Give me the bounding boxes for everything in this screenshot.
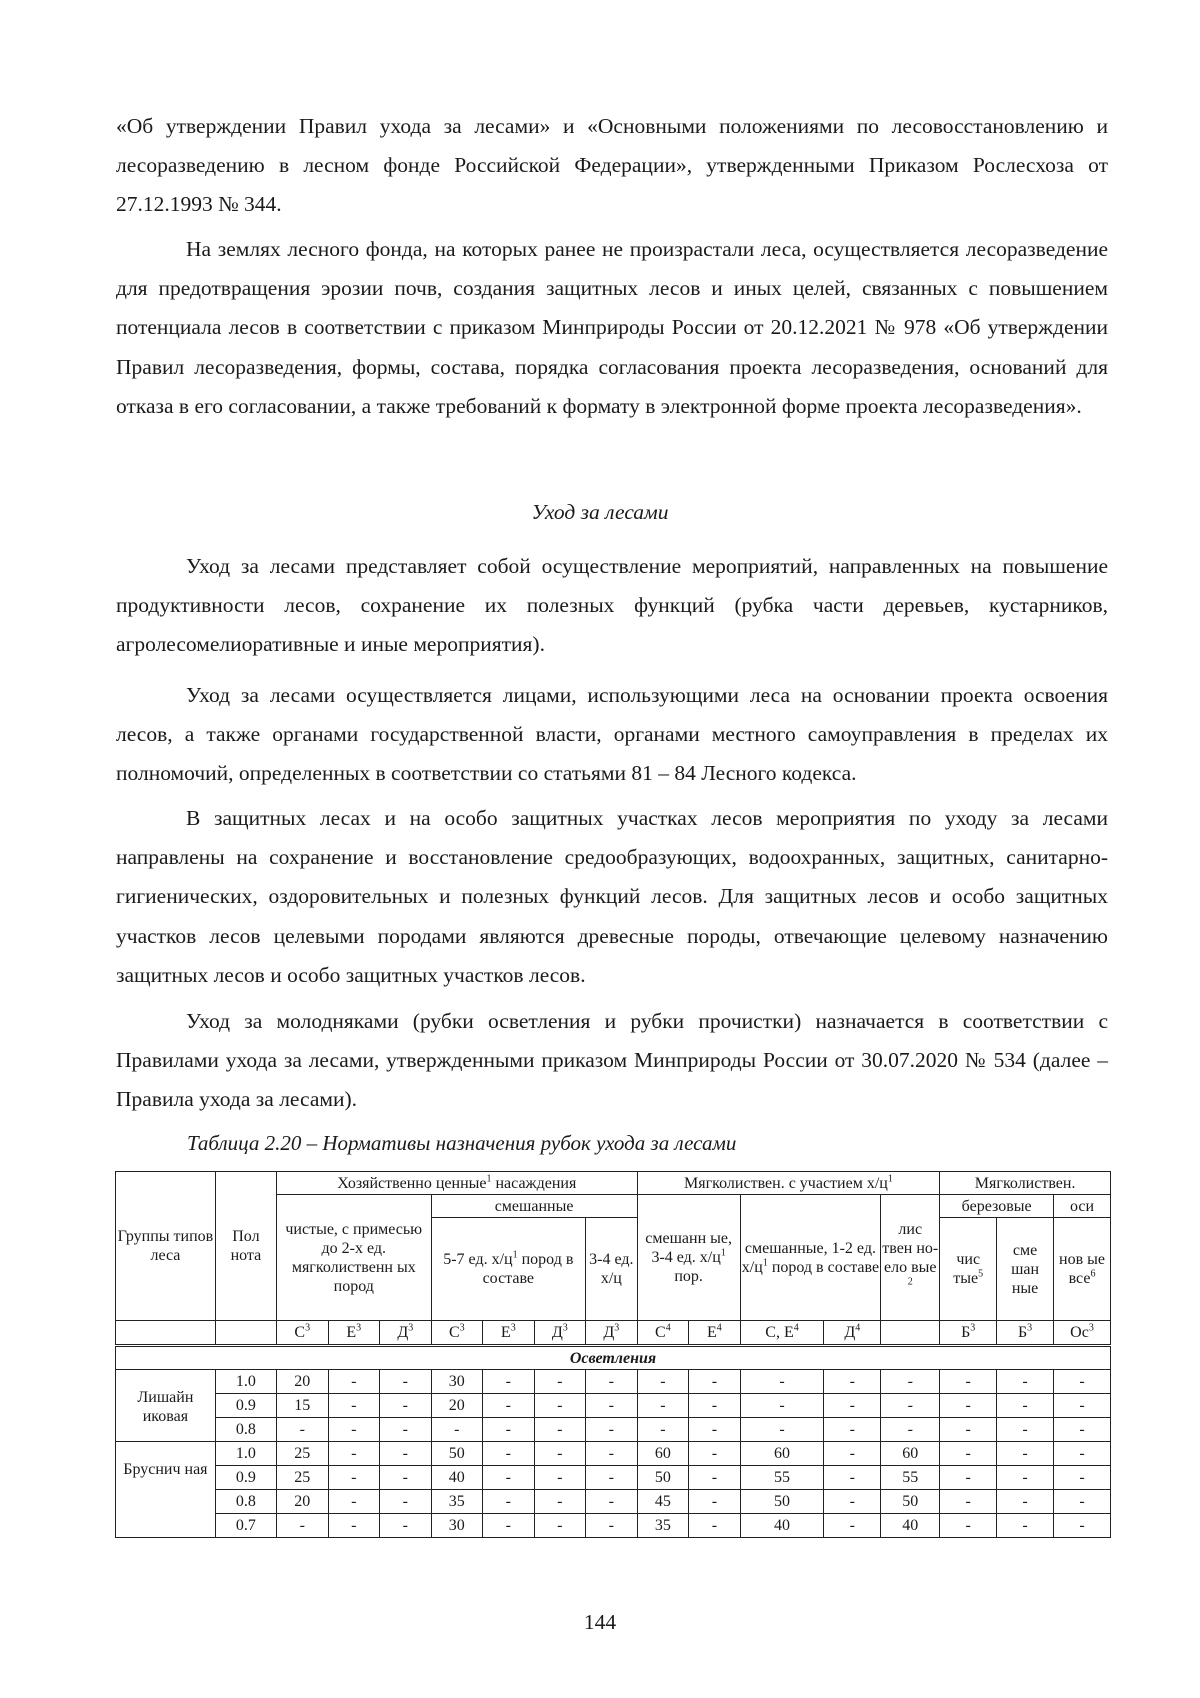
species-code-cell [534, 1321, 586, 1346]
density-cell: 0.9 [215, 1394, 276, 1418]
table-row [116, 1442, 1111, 1466]
value-cell: - [689, 1466, 741, 1490]
value-cell: 45 [637, 1490, 689, 1514]
species-code-label: С [655, 1324, 666, 1341]
header-soft-mixed-12 [740, 1195, 881, 1321]
value-cell: - [940, 1490, 997, 1514]
value-cell: - [328, 1490, 380, 1514]
species-code-sup: 3 [1088, 1322, 1094, 1334]
header-soft-mixed-34-b: пор. [674, 1268, 703, 1285]
species-code-cell [940, 1321, 997, 1346]
species-code-sup: 3 [562, 1322, 568, 1334]
value-cell: - [483, 1514, 535, 1538]
density-cell: 0.7 [215, 1514, 276, 1538]
value-cell: 35 [637, 1514, 689, 1538]
value-cell: - [881, 1394, 940, 1418]
value-cell: - [534, 1370, 586, 1394]
species-code-cell [483, 1321, 535, 1346]
header-deciduous-text: лис твен но- ело вые [882, 1220, 939, 1276]
species-code-sup: 4 [855, 1322, 861, 1334]
paragraph-1-text: «Об утверждении Правил ухода за лесами» и «Основными положениями по лесовосстановлению и лесоразведению в лесном фонде Российской Федерации», утвержденными Приказом Рослесхоза от 27.12.1993 № 344. [116, 114, 1108, 217]
header-soft-with [637, 1172, 940, 1195]
value-cell: - [328, 1370, 380, 1394]
species-code-label: Д [603, 1324, 615, 1341]
value-cell: - [997, 1370, 1054, 1394]
value-cell: - [534, 1466, 586, 1490]
species-code-sup: 3 [970, 1322, 976, 1334]
value-cell: - [483, 1442, 535, 1466]
value-cell: - [740, 1418, 824, 1442]
species-code-sup: 3 [408, 1322, 414, 1334]
value-cell: - [824, 1466, 881, 1490]
value-cell: - [997, 1394, 1054, 1418]
table-row [116, 1514, 1111, 1538]
species-code-sup: 4 [793, 1322, 799, 1334]
forest-type-cell: Лишайн иковая [116, 1370, 216, 1442]
species-code-label: Е [500, 1324, 511, 1341]
value-cell: - [1054, 1370, 1111, 1394]
value-cell: 40 [431, 1466, 483, 1490]
header-group-types: Группы типов леса [116, 1172, 216, 1321]
paragraph-2-text: На землях лесного фонда, на которых ранее не произрастали леса, осуществляется лесоразведение для предотвращения эрозии почв, создания защитных лесов и иных целей, связанных с повышением потенциала лесов в соответствии с приказом Минприроды России от 20.12.2021 № 978 «Об утверждении Правил лесоразведения, формы, состава, порядка согласования проекта лесоразведения, оснований для отказа в его согласовании, а также требований к формату в электронной форме проекта лесоразведения». [116, 237, 1108, 418]
value-cell: - [1054, 1466, 1111, 1490]
table-row [116, 1418, 1111, 1442]
value-cell: - [997, 1466, 1054, 1490]
species-code-cell [740, 1321, 824, 1346]
paragraph-3 [116, 547, 1108, 665]
value-cell: 50 [881, 1490, 940, 1514]
paragraph-4 [116, 676, 1108, 794]
value-cell: - [328, 1466, 380, 1490]
species-code-sup: 3 [305, 1322, 311, 1334]
value-cell: - [637, 1418, 689, 1442]
value-cell: - [380, 1370, 432, 1394]
value-cell: - [1054, 1394, 1111, 1418]
species-codes-row [116, 1321, 1111, 1346]
paragraph-6-text: Уход за молодняками (рубки осветления и рубки прочистки) назначается в соответствии с Правилами ухода за лесами, утвержденными приказом Минприроды России от 30.07.2020 № 534 (далее – Правила ухода за лесами). [116, 1009, 1108, 1112]
value-cell: - [534, 1514, 586, 1538]
value-cell: - [586, 1514, 638, 1538]
paragraph-6 [116, 1002, 1108, 1120]
table-row [116, 1394, 1111, 1418]
value-cell: - [940, 1370, 997, 1394]
value-cell: - [824, 1490, 881, 1514]
value-cell: 30 [431, 1370, 483, 1394]
density-cell: 1.0 [215, 1442, 276, 1466]
value-cell: - [483, 1490, 535, 1514]
value-cell: - [328, 1418, 380, 1442]
paragraph-4-text: Уход за лесами осуществляется лицами, использующими леса на основании проекта освоения лесов, а также органами государственной власти, органами местного самоуправления в пределах их полномочий, определенных в соответствии со статьями 81 – 84 Лесного кодекса. [116, 683, 1108, 786]
header-soft-with-text: Мягколиствен. с участием х/ц [684, 1174, 888, 1192]
header-valuable [276, 1172, 637, 1195]
value-cell: - [940, 1394, 997, 1418]
forest-type-cell: Бруснич ная [116, 1442, 216, 1538]
value-cell: - [380, 1490, 432, 1514]
species-code-cell [431, 1321, 483, 1346]
value-cell: - [997, 1490, 1054, 1514]
header-soft: Мягколиствен. [940, 1172, 1111, 1195]
value-cell: - [1054, 1442, 1111, 1466]
paragraph-2 [116, 230, 1108, 426]
value-cell: 60 [637, 1442, 689, 1466]
density-cell: 0.8 [215, 1418, 276, 1442]
header-soft-with-sup: 1 [887, 1173, 893, 1185]
species-code-label: Е [706, 1324, 717, 1341]
species-code-label: Е [346, 1324, 357, 1341]
header-mixed-57 [431, 1218, 586, 1321]
header-mixed-57-a: 5-7 ед. х/ц [443, 1251, 513, 1268]
value-cell: - [328, 1442, 380, 1466]
density-cell: 0.9 [215, 1466, 276, 1490]
species-code-cell [637, 1321, 689, 1346]
species-code-cell [881, 1321, 940, 1346]
page-number: 144 [583, 1610, 617, 1634]
value-cell: 50 [740, 1490, 824, 1514]
section-title: Осветления [116, 1346, 1111, 1370]
species-code-cell [276, 1321, 328, 1346]
species-code-label: Д [844, 1324, 856, 1341]
header-mixed: смешанные [431, 1195, 637, 1218]
value-cell: - [824, 1370, 881, 1394]
value-cell: 25 [276, 1466, 328, 1490]
species-code-sup: 4 [716, 1322, 722, 1334]
empty-cell [215, 1321, 276, 1346]
paragraph-5 [116, 799, 1108, 995]
species-code-cell [824, 1321, 881, 1346]
value-cell: 55 [881, 1466, 940, 1490]
header-soft-mixed-12-b: пород в составе [767, 1258, 880, 1276]
value-cell: - [637, 1394, 689, 1418]
value-cell: - [586, 1370, 638, 1394]
value-cell: 25 [276, 1442, 328, 1466]
value-cell: - [740, 1370, 824, 1394]
header-aspen-top: оси [1054, 1195, 1111, 1218]
value-cell: - [637, 1370, 689, 1394]
value-cell: 55 [740, 1466, 824, 1490]
species-code-label: Б [961, 1324, 971, 1341]
species-code-cell [586, 1321, 638, 1346]
value-cell: - [380, 1466, 432, 1490]
value-cell: - [689, 1370, 741, 1394]
value-cell: 20 [431, 1394, 483, 1418]
header-soft-mixed-34 [637, 1195, 740, 1321]
species-code-label: С [448, 1324, 460, 1341]
header-birch: березовые [940, 1195, 1054, 1218]
header-birch-pure [940, 1218, 997, 1321]
density-cell: 0.8 [215, 1490, 276, 1514]
value-cell: - [940, 1514, 997, 1538]
value-cell: - [380, 1442, 432, 1466]
value-cell: 60 [881, 1442, 940, 1466]
value-cell: - [689, 1442, 741, 1466]
species-code-cell [380, 1321, 432, 1346]
value-cell: - [997, 1442, 1054, 1466]
species-code-sup: 3 [1027, 1322, 1033, 1334]
value-cell: - [328, 1394, 380, 1418]
value-cell: - [380, 1514, 432, 1538]
norms-table [115, 1171, 1111, 1538]
value-cell: - [881, 1370, 940, 1394]
value-cell: - [483, 1370, 535, 1394]
species-code-cell [1054, 1321, 1111, 1346]
value-cell: 20 [276, 1490, 328, 1514]
table-caption: Таблица 2.20 – Нормативы назначения рубок ухода за лесами [187, 1131, 737, 1155]
value-cell: - [586, 1466, 638, 1490]
value-cell: - [483, 1466, 535, 1490]
header-mixed-57-sup: 1 [512, 1249, 518, 1261]
value-cell: - [586, 1490, 638, 1514]
value-cell: - [940, 1418, 997, 1442]
value-cell: - [431, 1418, 483, 1442]
header-soft-mixed-12-sup: 1 [762, 1257, 768, 1269]
header-aspen-all-text: нов ые все [1059, 1251, 1105, 1287]
header-birch-mixed: сме шан ные [997, 1218, 1054, 1321]
header-aspen-all-sup: 6 [1090, 1268, 1096, 1280]
value-cell: - [940, 1442, 997, 1466]
value-cell: - [534, 1418, 586, 1442]
header-mixed-34: 3-4 ед. х/ц [586, 1218, 638, 1321]
value-cell: 35 [431, 1490, 483, 1514]
header-soft-mixed-34-a: смешанн ые, 3-4 ед. х/ц [645, 1230, 732, 1266]
value-cell: - [586, 1394, 638, 1418]
species-code-label: Д [397, 1324, 409, 1341]
value-cell: 40 [740, 1514, 824, 1538]
value-cell: - [1054, 1418, 1111, 1442]
value-cell: - [534, 1442, 586, 1466]
value-cell: - [380, 1394, 432, 1418]
species-code-label: Ос [1070, 1324, 1089, 1341]
table-row [116, 1466, 1111, 1490]
header-birch-pure-sup: 5 [978, 1268, 984, 1280]
empty-cell [116, 1321, 216, 1346]
section-heading: Уход за лесами [531, 500, 669, 524]
value-cell: - [534, 1394, 586, 1418]
header-valuable-text: Хозяйственно ценные [337, 1174, 487, 1192]
table-body [116, 1370, 1111, 1538]
paragraph-5-text: В защитных лесах и на особо защитных участках лесов мероприятия по уходу за лесами направлены на сохранение и восстановление средообразующих, водоохранных, защитных, санитарно-гигиенических, оздоровительных и полезных функций лесов. Для защитных лесов и особо защитных участков лесов целевыми породами являются древесные породы, отвечающие целевому назначению защитных лесов и особо защитных участков лесов. [116, 806, 1108, 987]
value-cell: 30 [431, 1514, 483, 1538]
value-cell: - [740, 1394, 824, 1418]
header-soft-mixed-34-sup: 1 [720, 1247, 726, 1259]
value-cell: - [586, 1442, 638, 1466]
table-row [116, 1490, 1111, 1514]
species-code-label: С [294, 1324, 306, 1341]
header-mixed-57-b: пород в составе [482, 1251, 574, 1287]
header-deciduous-sup: 2 [907, 1276, 913, 1288]
value-cell: - [689, 1394, 741, 1418]
paragraph-1 [116, 107, 1108, 225]
value-cell: - [997, 1418, 1054, 1442]
table-row [116, 1370, 1111, 1394]
value-cell: - [483, 1418, 535, 1442]
header-aspen-all [1054, 1218, 1111, 1321]
header-birch-pure-text: чис тые [953, 1251, 981, 1287]
value-cell: - [689, 1490, 741, 1514]
value-cell: - [881, 1418, 940, 1442]
value-cell: - [997, 1514, 1054, 1538]
value-cell: 60 [740, 1442, 824, 1466]
value-cell: - [380, 1418, 432, 1442]
value-cell: 20 [276, 1370, 328, 1394]
value-cell: - [534, 1490, 586, 1514]
species-code-label: Д [551, 1324, 563, 1341]
value-cell: - [1054, 1514, 1111, 1538]
density-cell: 1.0 [215, 1370, 276, 1394]
species-code-sup: 4 [665, 1322, 671, 1334]
header-density: Пол нота [215, 1172, 276, 1321]
species-code-cell [997, 1321, 1054, 1346]
value-cell: 15 [276, 1394, 328, 1418]
value-cell: 50 [637, 1466, 689, 1490]
header-soft-mixed-12-a: смешанные, 1-2 ед. х/ц [741, 1239, 876, 1276]
value-cell: 50 [431, 1442, 483, 1466]
species-code-sup: 3 [356, 1322, 362, 1334]
value-cell: - [586, 1418, 638, 1442]
value-cell: - [689, 1514, 741, 1538]
paragraph-3-text: Уход за лесами представляет собой осуществление мероприятий, направленных на повышение продуктивности лесов, сохранение их полезных функций (рубка части деревьев, кустарников, агролесомелиоративные и иные мероприятия). [116, 554, 1108, 657]
value-cell: - [328, 1514, 380, 1538]
section-row [116, 1346, 1111, 1370]
species-code-sup: 3 [614, 1322, 620, 1334]
value-cell: - [1054, 1490, 1111, 1514]
species-code-label: Б [1017, 1324, 1028, 1341]
value-cell: - [824, 1442, 881, 1466]
value-cell: - [824, 1514, 881, 1538]
value-cell: - [689, 1418, 741, 1442]
value-cell: - [824, 1418, 881, 1442]
header-pure-with: чистые, с примесью до 2-х ед. мягколиственн ых пород [276, 1195, 431, 1321]
value-cell: - [276, 1514, 328, 1538]
value-cell: 40 [881, 1514, 940, 1538]
species-code-cell [328, 1321, 380, 1346]
value-cell: - [483, 1394, 535, 1418]
species-code-sup: 3 [510, 1322, 516, 1334]
header-valuable-suffix: насаждения [491, 1174, 577, 1192]
header-deciduous [881, 1195, 940, 1321]
value-cell: - [824, 1394, 881, 1418]
value-cell: - [276, 1418, 328, 1442]
species-code-label: С, Е [765, 1324, 794, 1341]
species-code-cell [689, 1321, 741, 1346]
species-code-sup: 3 [459, 1322, 465, 1334]
value-cell: - [940, 1466, 997, 1490]
header-valuable-sup: 1 [486, 1173, 492, 1185]
